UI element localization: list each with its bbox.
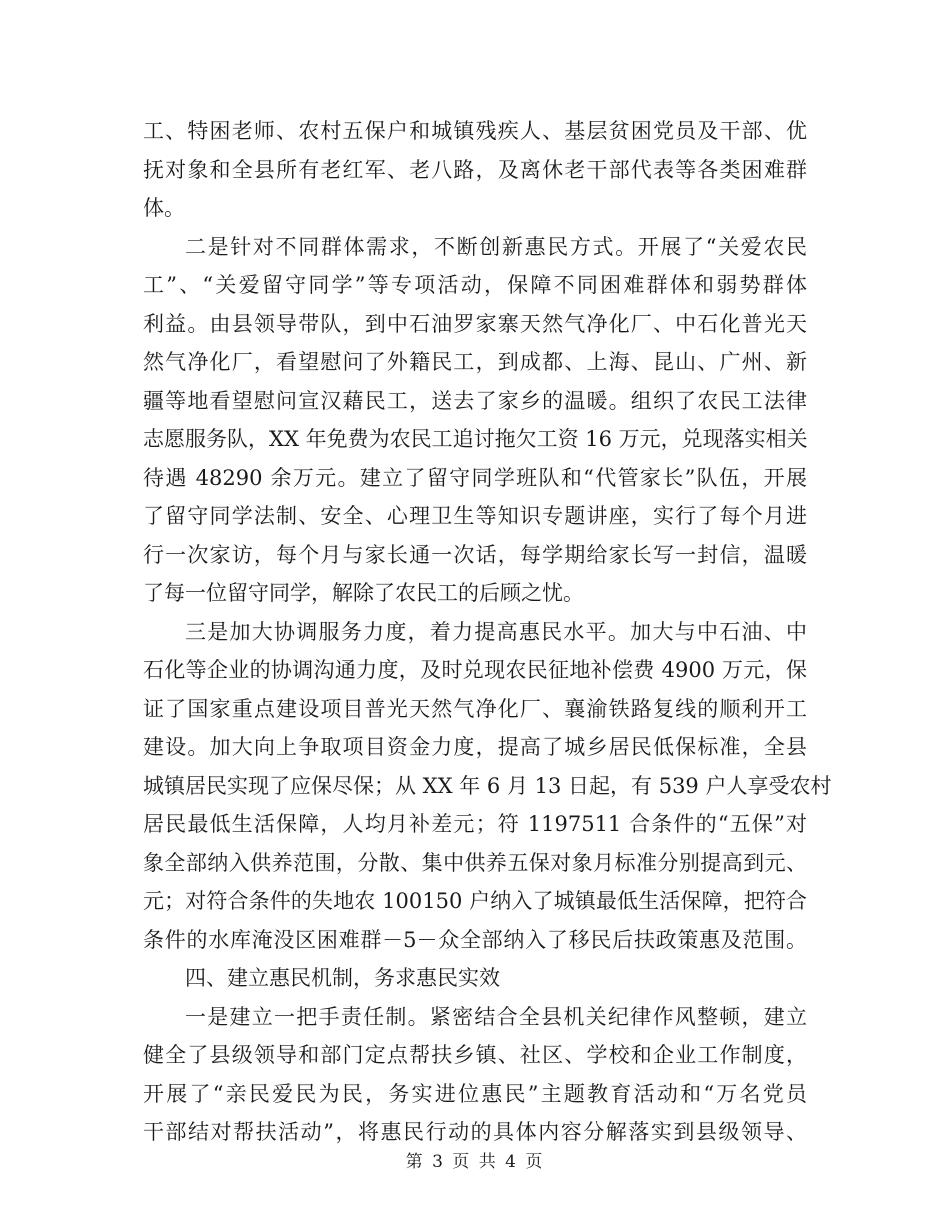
text-line: 干部结对帮扶活动”，将惠民行动的具体内容分解落实到县级领导、 [143,1120,807,1144]
text-line: 了留守同学法制、安全、心理卫生等知识专题讲座，实行了每个月进 [143,504,807,528]
text-line: 待遇 48290 余万元。建立了留守同学班队和“代管家长”队伍，开展 [143,465,807,490]
text-line: 体。 [143,196,185,220]
text-line: 然气净化厂，看望慰问了外籍民工，到成都、上海、昆山、广州、新 [143,350,807,374]
text-line: 三是加大协调服务力度，着力提高惠民水平。加大与中石油、中 [185,619,807,644]
text-line: 象全部纳入供养范围，分散、集中供养五保对象月标准分别提高到元、 [143,850,807,875]
text-line: 居民最低生活保障，人均月补差元；符 1197511 合条件的“五保”对 [143,812,807,836]
text-line: 城镇居民实现了应保尽保；从 XX 年 6 月 13 日起，有 539 户人享受农村 [143,773,832,798]
text-line: 石化等企业的协调沟通力度，及时兑现农民征地补偿费 4900 万元，保 [143,658,807,682]
text-line: 一是建立一把手责任制。紧密结合全县机关纪律作风整顿，建立 [185,1004,807,1029]
text-line: 证了国家重点建设项目普光天然气净化厂、襄渝铁路复线的顺利开工 [143,696,807,721]
text-line: 二是针对不同群体需求，不断创新惠民方式。开展了“关爱农民 [185,234,807,259]
body-text [143,112,832,1152]
text-line: 条件的水库淹没区困难群－5－众全部纳入了移民后扶政策惠及范围。 [143,927,807,952]
text-line: 疆等地看望慰问宣汉藉民工，送去了家乡的温暖。组织了农民工法律 [143,388,807,413]
text-line: 建设。加大向上争取项目资金力度，提高了城乡居民低保标准，全县 [143,735,807,759]
text-line: 四、建立惠民机制，务求惠民实效 [185,966,500,990]
text-line: 工”、“关爱留守同学”等专项活动，保障不同困难群体和弱势群体 [143,273,807,297]
text-line: 元；对符合条件的失地农 100150 户纳入了城镇最低生活保障，把符合 [143,889,807,913]
text-line: 行一次家访，每个月与家长通一次话，每学期给家长写一封信，温暖 [143,542,807,567]
page-footer: 第 3 页 共 4 页 [405,1152,545,1172]
text-line: 利益。由县领导带队，到中石油罗家寨天然气净化厂、中石化普光天 [143,311,807,336]
text-line: 健全了县级领导和部门定点帮扶乡镇、社区、学校和企业工作制度， [143,1043,807,1067]
text-line: 志愿服务队，XX 年免费为农民工追讨拖欠工资 16 万元，兑现落实相关 [143,427,808,451]
text-line: 工、特困老师、农村五保户和城镇残疾人、基层贫困党员及干部、优 [143,119,807,143]
text-line: 抚对象和全县所有老红军、老八路，及离休老干部代表等各类困难群 [143,157,807,182]
text-line: 开展了“亲民爱民为民，务实进位惠民”主题教育活动和“万名党员 [143,1081,807,1106]
text-line: 了每一位留守同学，解除了农民工的后顾之忧。 [143,581,584,605]
